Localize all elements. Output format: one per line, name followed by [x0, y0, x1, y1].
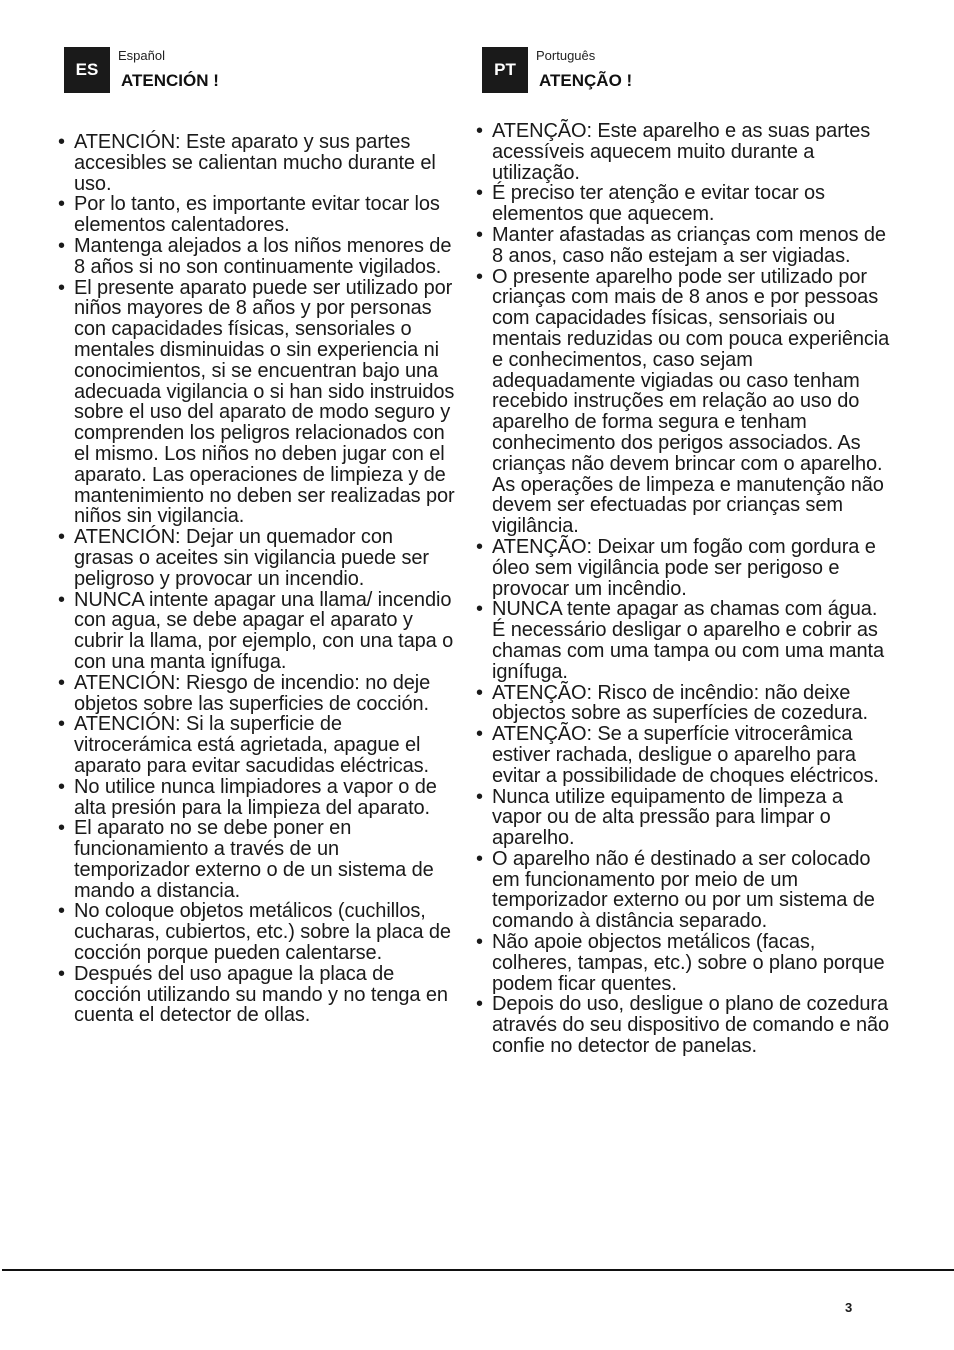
- list-item: • O presente aparelho pode ser utilizado por crianças com mais de 8 anos e por pessoas com capacidades físicas, sensoriais ou mentais reduzidas ou com pouca experiência e conhecimentos, caso sejam adequadamente vigiadas ou caso tenham recebido instruções em relação ao uso do aparelho de forma segura e tenham conhecimento dos perigos associados. As crianças não devem brincar com o aparelho. As operações de limpeza e manutenção não devem ser efectuadas por crianças sem vigilância.: [482, 267, 892, 537]
- list-item: • É preciso ter atenção e evitar tocar os elementos que aquecem.: [482, 183, 892, 225]
- list-item: • ATENCIÓN: Este aparato y sus partes accesibles se calientan mucho durante el uso.: [64, 132, 456, 194]
- list-item: • ATENCIÓN: Si la superficie de vitrocerámica está agrietada, apague el aparato para evitar sacudidas eléctricas.: [64, 714, 456, 776]
- list-item: • Después del uso apague la placa de cocción utilizando su mando y no tenga en cuenta el detector de ollas.: [64, 964, 456, 1026]
- language-header: [64, 47, 456, 95]
- language-name: Português: [536, 48, 596, 63]
- page-number: 3: [845, 1300, 853, 1315]
- list-item: • No utilice nunca limpiadores a vapor o de alta presión para la limpieza del aparato.: [64, 777, 456, 819]
- list-item: • El presente aparato puede ser utilizado por niños mayores de 8 años y por personas con capacidades físicas, sensoriales o mentales disminuidas o sin experiencia ni conocimientos, si se encuentran bajo una adecuada vigilancia o si han sido instruidos sobre el uso del aparato de modo seguro y comprenden los peligros relacionados con el mismo. Los niños no deben jugar con el aparato. Las operaciones de limpieza y de mantenimiento no deben ser realizadas por niños sin vigilancia.: [64, 278, 456, 528]
- list-item: • Manter afastadas as crianças com menos de 8 anos, caso não estejam a ser vigiadas.: [482, 225, 892, 267]
- list-item: • ATENCIÓN: Riesgo de incendio: no deje objetos sobre las superficies de cocción.: [64, 673, 456, 715]
- list-item: • NUNCA tente apagar as chamas com água. É necessário desligar o aparelho e cobrir as chamas com uma tampa ou com uma manta ignífuga.: [482, 599, 892, 682]
- warning-heading: ATENCIÓN !: [121, 71, 219, 90]
- list-item: • ATENCIÓN: Dejar un quemador con grasas o aceites sin vigilancia puede ser peligroso y provocar un incendio.: [64, 527, 456, 589]
- language-code-badge: ES: [64, 47, 110, 93]
- list-item: • Não apoie objectos metálicos (facas, colheres, tampas, etc.) sobre o plano porque podem ficar quentes.: [482, 932, 892, 994]
- list-item: • No coloque objetos metálicos (cuchillos, cucharas, cubiertos, etc.) sobre la placa de cocción porque pueden calentarse.: [64, 901, 456, 963]
- list-item: • NUNCA intente apagar una llama/ incendio con agua, se debe apagar el aparato y cubrir la llama, por ejemplo, con una tapa o con una manta ignífuga.: [64, 590, 456, 673]
- language-header: [482, 47, 892, 95]
- safety-instructions-list: [482, 121, 892, 1057]
- list-item: • ATENÇÃO: Se a superfície vitrocerâmica estiver rachada, desligue o aparelho para evitar a possibilidade de choques eléctricos.: [482, 724, 892, 786]
- list-item: • Nunca utilize equipamento de limpeza a vapor ou de alta pressão para limpar o aparelho.: [482, 787, 892, 849]
- column-portuguese: [482, 47, 892, 1057]
- safety-instructions-list: [64, 132, 456, 1026]
- list-item: • Mantenga alejados a los niños menores de 8 años si no son continuamente vigilados.: [64, 236, 456, 278]
- list-item: • O aparelho não é destinado a ser colocado em funcionamento por meio de um temporizador externo ou por um sistema de comando à distância separado.: [482, 849, 892, 932]
- warning-heading: ATENÇÃO !: [539, 71, 633, 90]
- list-item: • Depois do uso, desligue o plano de cozedura através do seu dispositivo de comando e não confie no detector de panelas.: [482, 994, 892, 1056]
- language-code-badge: PT: [482, 47, 528, 93]
- list-item: • ATENÇÃO: Este aparelho e as suas partes acessíveis aquecem muito durante a utilização.: [482, 121, 892, 183]
- column-spanish: [64, 47, 456, 1026]
- language-name: Español: [118, 48, 165, 63]
- footer-divider: [2, 1269, 954, 1271]
- list-item: • ATENÇÃO: Risco de incêndio: não deixe objectos sobre as superfícies de cozedura.: [482, 683, 892, 725]
- list-item: • Por lo tanto, es importante evitar tocar los elementos calentadores.: [64, 194, 456, 236]
- list-item: • El aparato no se debe poner en funcionamiento a través de un temporizador externo o de un sistema de mando a distancia.: [64, 818, 456, 901]
- list-item: • ATENÇÃO: Deixar um fogão com gordura e óleo sem vigilância pode ser perigoso e provocar um incêndio.: [482, 537, 892, 599]
